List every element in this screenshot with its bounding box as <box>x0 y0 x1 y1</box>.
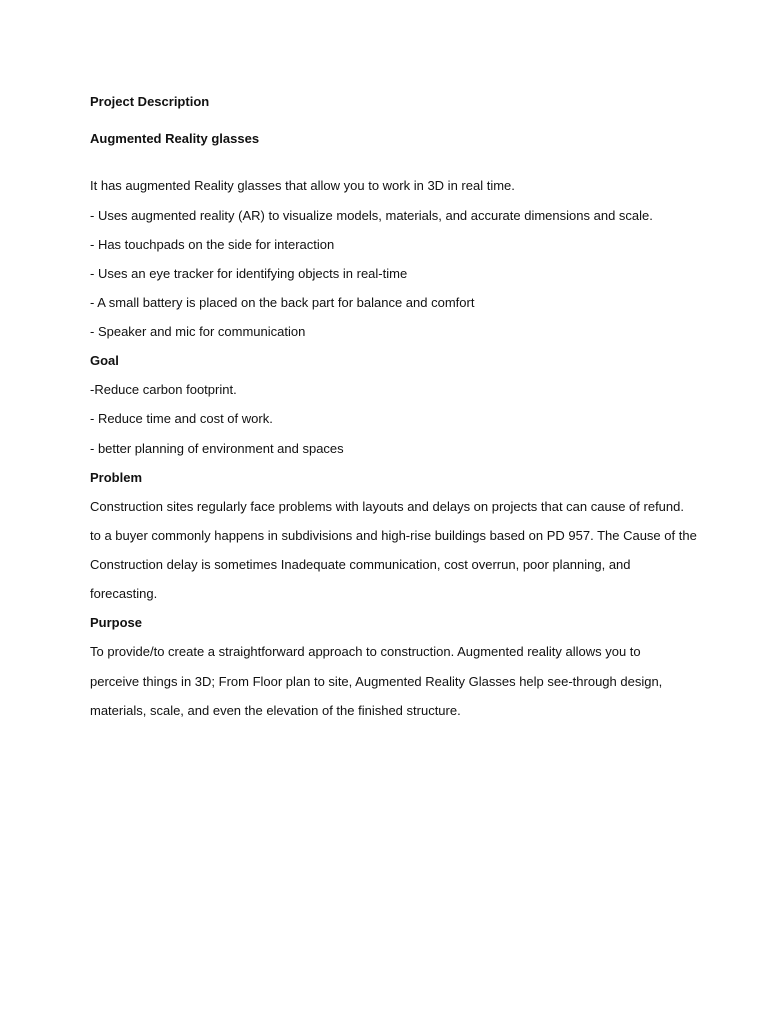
goal-item: - better planning of environment and spaces <box>90 441 344 456</box>
document-subtitle: Augmented Reality glasses <box>90 131 260 146</box>
feature-item: - A small battery is placed on the back part for balance and comfort <box>90 295 475 310</box>
feature-item: - Speaker and mic for communication <box>90 324 306 339</box>
purpose-line: perceive things in 3D; From Floor plan to site, Augmented Reality Glasses help see-through design, <box>90 674 663 689</box>
problem-line: Construction delay is sometimes Inadequate communication, cost overrun, poor planning, and <box>90 557 631 572</box>
feature-item: - Uses augmented reality (AR) to visualize models, materials, and accurate dimensions and scale. <box>90 208 653 223</box>
purpose-heading: Purpose <box>90 615 143 630</box>
goal-item: -Reduce carbon footprint. <box>90 382 237 397</box>
feature-item: - Has touchpads on the side for interaction <box>90 237 335 252</box>
goal-item: - Reduce time and cost of work. <box>90 411 273 426</box>
purpose-line: To provide/to create a straightforward approach to construction. Augmented reality allows you to <box>90 644 641 659</box>
problem-line: Construction sites regularly face problems with layouts and delays on projects that can cause of refund. <box>90 499 684 514</box>
feature-item: - Uses an eye tracker for identifying objects in real-time <box>90 266 408 281</box>
problem-heading: Problem <box>90 470 143 485</box>
purpose-line: materials, scale, and even the elevation of the finished structure. <box>90 703 461 718</box>
problem-line: to a buyer commonly happens in subdivisions and high-rise buildings based on PD 957. The Cause of the <box>90 528 697 543</box>
document-title: Project Description <box>90 94 210 109</box>
problem-line: forecasting. <box>90 586 158 601</box>
goal-heading: Goal <box>90 353 119 368</box>
intro-paragraph: It has augmented Reality glasses that allow you to work in 3D in real time. <box>90 178 515 193</box>
